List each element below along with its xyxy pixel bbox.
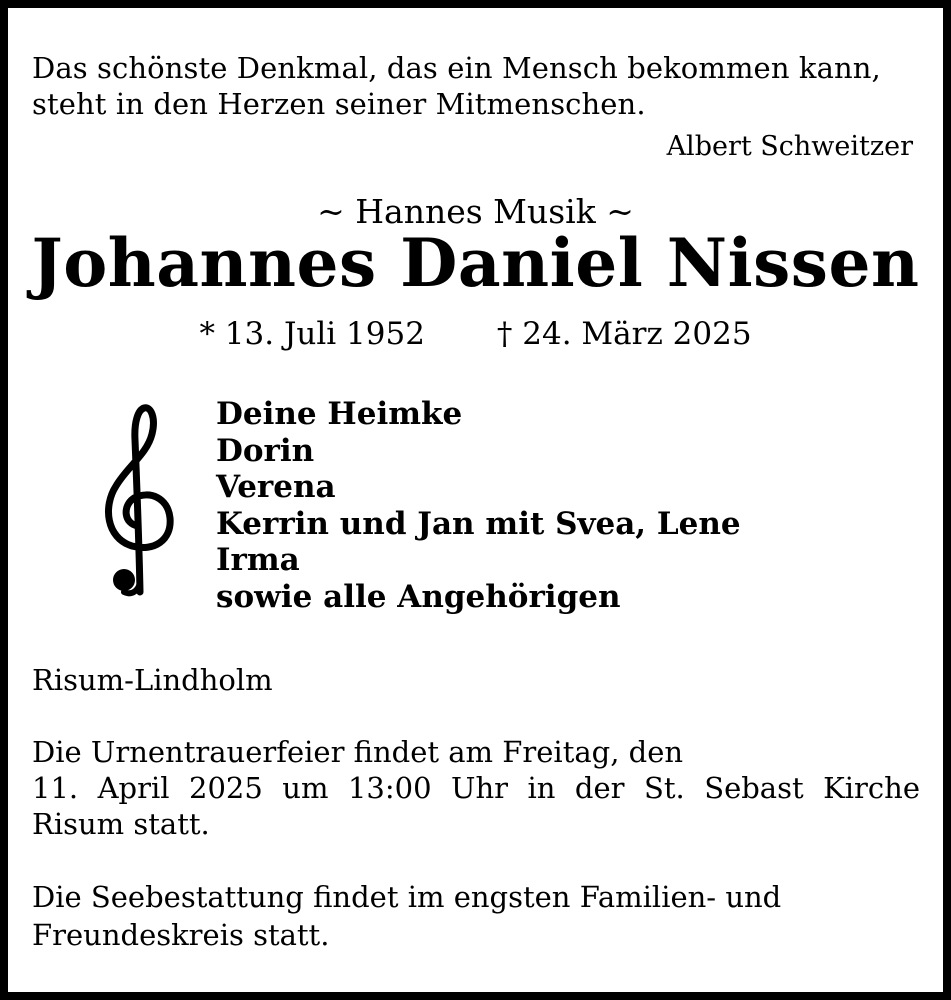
quote [32,50,932,122]
sea-burial-line-1: Die Seebestattung findet im engsten Familien- und [32,880,782,914]
sea-burial-info [32,878,920,954]
deceased-name: Johannes Daniel Nissen [31,224,920,302]
mourner-item: sowie alle Angehörigen [216,578,621,615]
quote-line-1: Das schönste Denkmal, das ein Mensch bekommen kann, [32,51,881,85]
death-date: † 24. März 2025 [496,316,752,352]
birth-date: * 13. Juli 1952 [199,316,425,352]
quote-line-2: steht in den Herzen seiner Mitmenschen. [32,87,646,121]
mourners-list [216,396,741,615]
ceremony-info [32,734,920,842]
sea-burial-line-2: Freundeskreis statt. [32,918,330,952]
mourner-item: Irma [216,542,300,578]
treble-clef-icon [88,400,178,600]
mourner-item: Dorin [216,432,315,469]
quote-author: Albert Schweitzer [666,131,913,162]
ceremony-line-1: Die Urnentrauerfeier findet am Freitag, den [32,735,684,769]
ceremony-line-2: 11. April 2025 um 13:00 Uhr in der St. Sebast Kirche [32,771,920,805]
nickname: ~ Hannes Musik ~ [317,192,634,231]
mourner-item: Deine Heimke [216,396,463,432]
life-dates [8,314,943,354]
place: Risum-Lindholm [32,663,273,697]
ceremony-line-3: Risum statt. [32,807,210,841]
mourner-item: Verena [216,469,336,505]
mourner-item: Kerrin und Jan mit Svea, Lene [216,505,741,542]
